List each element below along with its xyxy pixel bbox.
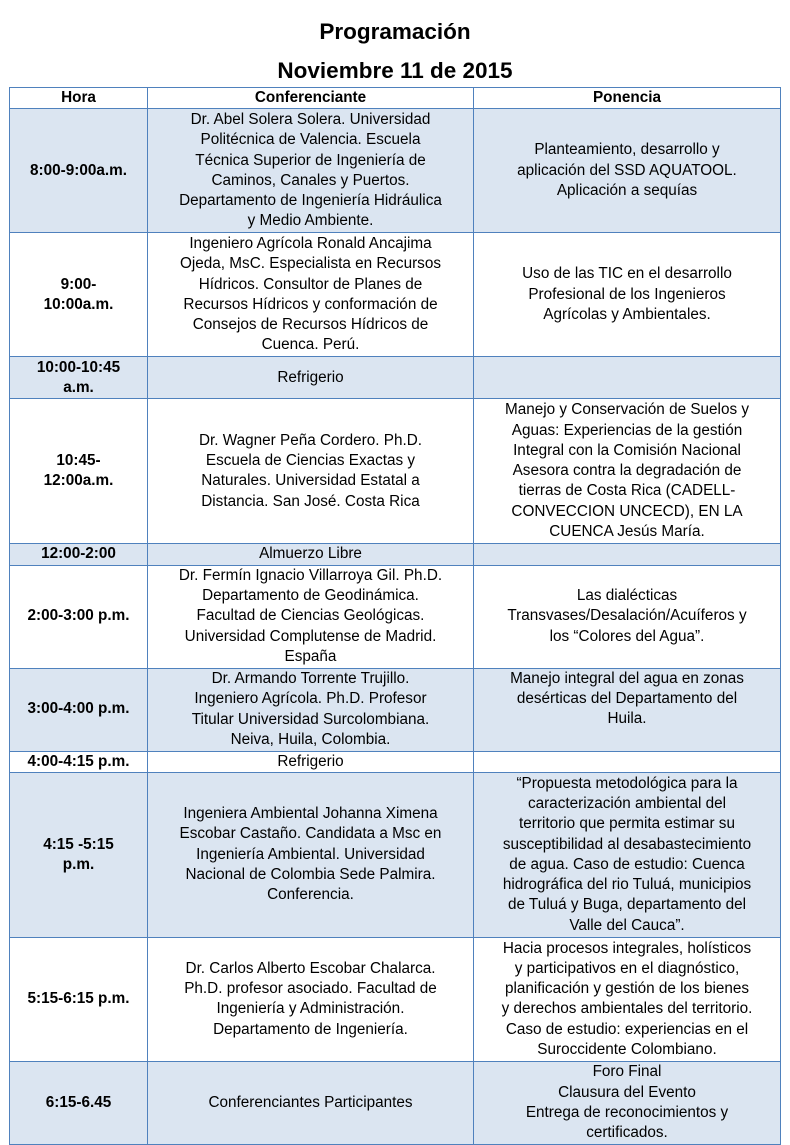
cell-conferenciante: Refrigerio — [148, 751, 474, 772]
table-row — [10, 109, 781, 233]
table-row — [10, 565, 781, 668]
cell-conferenciante: Dr. Carlos Alberto Escobar Chalarca. Ph.D. profesor asociado. Facultad de Ingeniería y Administración. Departamento de Ingeniería. — [148, 937, 474, 1061]
table-header-row — [10, 88, 781, 109]
cell-conferenciante: Dr. Fermín Ignacio Villarroya Gil. Ph.D. Departamento de Geodinámica. Facultad de Ciencias Geológicas. Universidad Complutense de Madrid. España — [148, 565, 474, 668]
cell-ponencia: Manejo integral del agua en zonas desérticas del Departamento del Huila. — [474, 668, 781, 751]
table-row — [10, 357, 781, 399]
table-row — [10, 772, 781, 937]
header-hora: Hora — [10, 88, 148, 109]
cell-conferenciante: Ingeniera Ambiental Johanna Ximena Escobar Castaño. Candidata a Msc en Ingeniería Ambiental. Universidad Nacional de Colombia Sede Palmira. Conferencia. — [148, 772, 474, 937]
page-title: Programación — [319, 19, 471, 44]
cell-conferenciante: Ingeniero Agrícola Ronald Ancajima Ojeda, MsC. Especialista en Recursos Hídricos. Consultor de Planes de Recursos Hídricos y conformación de Consejos de Recursos Hídricos de Cuenca. Perú. — [148, 233, 474, 357]
schedule-table — [9, 87, 781, 1145]
page-subtitle-date: Noviembre 11 de 2015 — [277, 58, 513, 83]
cell-ponencia — [474, 751, 781, 772]
cell-ponencia: “Propuesta metodológica para la caracterización ambiental del territorio que permita estimar su susceptibilidad al desabastecimiento de agua. Caso de estudio: Cuenca hidrográfica del rio Tuluá, municipios de Tuluá y Buga, departamento del Valle del Cauca”. — [474, 772, 781, 937]
cell-ponencia: Planteamiento, desarrollo y aplicación del SSD AQUATOOL. Aplicación a sequías — [474, 109, 781, 233]
cell-hora: 3:00-4:00 p.m. — [10, 668, 148, 751]
cell-ponencia: Las dialécticas Transvases/Desalación/Acuíferos y los “Colores del Agua”. — [474, 565, 781, 668]
cell-ponencia — [474, 357, 781, 399]
table-row — [10, 233, 781, 357]
header-conferenciante: Conferenciante — [148, 88, 474, 109]
cell-hora: 10:45- 12:00a.m. — [10, 399, 148, 544]
cell-ponencia: Foro Final Clausura del Evento Entrega de reconocimientos y certificados. — [474, 1061, 781, 1144]
cell-conferenciante: Conferenciantes Participantes — [148, 1061, 474, 1144]
table-row — [10, 668, 781, 751]
cell-hora: 4:15 -5:15 p.m. — [10, 772, 148, 937]
table-row — [10, 399, 781, 544]
cell-conferenciante: Refrigerio — [148, 357, 474, 399]
table-row — [10, 937, 781, 1061]
cell-hora: 2:00-3:00 p.m. — [10, 565, 148, 668]
cell-hora: 8:00-9:00a.m. — [10, 109, 148, 233]
table-row — [10, 751, 781, 772]
cell-hora: 9:00- 10:00a.m. — [10, 233, 148, 357]
cell-ponencia: Hacia procesos integrales, holísticos y participativos en el diagnóstico, planificación y gestión de los bienes y derechos ambientales del territorio. Caso de estudio: experiencias en el Suroccidente Colombiano. — [474, 937, 781, 1061]
cell-conferenciante: Dr. Wagner Peña Cordero. Ph.D. Escuela de Ciencias Exactas y Naturales. Universidad Estatal a Distancia. San José. Costa Rica — [148, 399, 474, 544]
cell-hora: 4:00-4:15 p.m. — [10, 751, 148, 772]
cell-hora: 12:00-2:00 — [10, 544, 148, 565]
cell-ponencia: Uso de las TIC en el desarrollo Profesional de los Ingenieros Agrícolas y Ambientales. — [474, 233, 781, 357]
cell-hora: 5:15-6:15 p.m. — [10, 937, 148, 1061]
cell-ponencia — [474, 544, 781, 565]
cell-conferenciante: Almuerzo Libre — [148, 544, 474, 565]
cell-hora: 10:00-10:45 a.m. — [10, 357, 148, 399]
cell-hora: 6:15-6.45 — [10, 1061, 148, 1144]
header-ponencia: Ponencia — [474, 88, 781, 109]
cell-conferenciante: Dr. Abel Solera Solera. Universidad Politécnica de Valencia. Escuela Técnica Superior de Ingeniería de Caminos, Canales y Puertos. Departamento de Ingeniería Hidráulica y Medio Ambiente. — [148, 109, 474, 233]
table-row — [10, 1061, 781, 1144]
cell-ponencia: Manejo y Conservación de Suelos y Aguas: Experiencias de la gestión Integral con la Comisión Nacional Asesora contra la degradación de tierras de Costa Rica (CADELL- CONVECCION UNCECD), EN LA CUENCA Jesús María. — [474, 399, 781, 544]
cell-conferenciante: Dr. Armando Torrente Trujillo. Ingeniero Agrícola. Ph.D. Profesor Titular Universidad Surcolombiana. Neiva, Huila, Colombia. — [148, 668, 474, 751]
table-row — [10, 544, 781, 565]
